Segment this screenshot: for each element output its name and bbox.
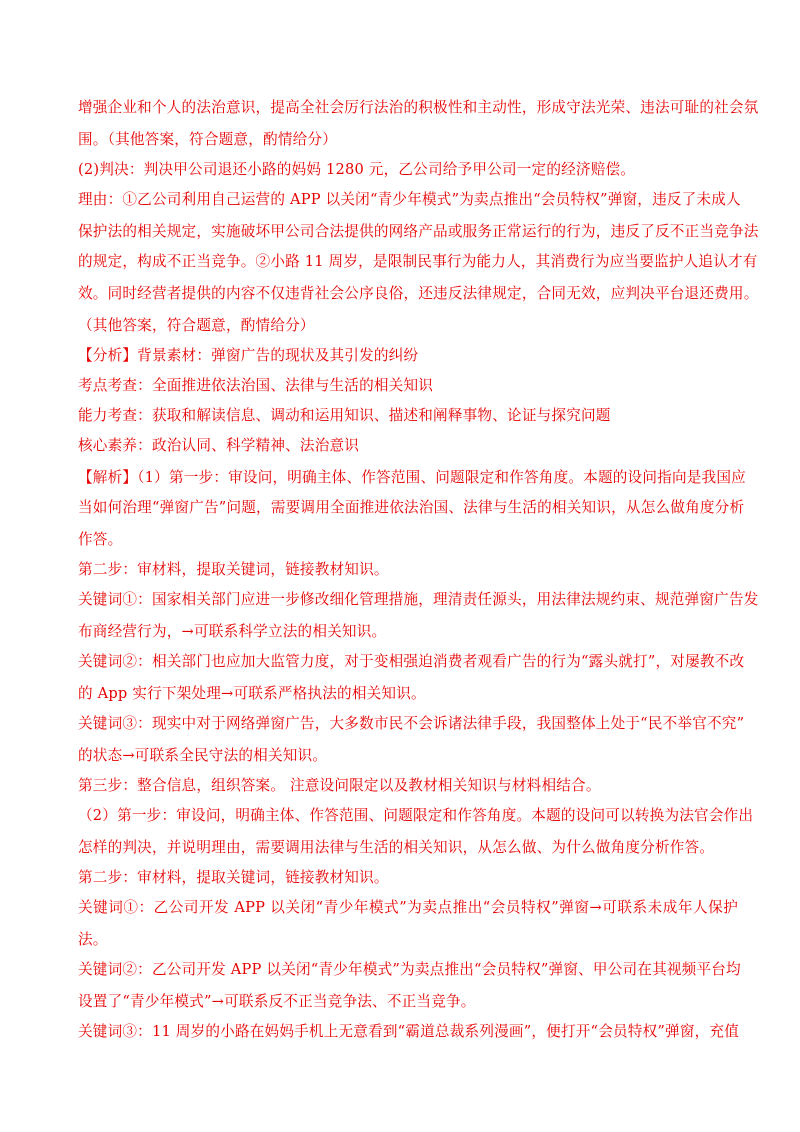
text-line: 第二步：审材料，提取关键词，链接教材知识。 <box>78 869 389 886</box>
text-line: 第二步：审材料，提取关键词，链接教材知识。 <box>78 561 389 578</box>
text-line: 关键词③：现实中对于网络弹窗广告，大多数市民不会诉诸法律手段，我国整体上处于“民不举官不究” <box>78 715 745 732</box>
text-line: (2)判决：判决甲公司退还小路的妈妈 1280 元，乙公司给予甲公司一定的经济赔偿。 <box>78 161 636 178</box>
text-line: 设置了“青少年模式”→可联系反不正当竞争法、不正当竞争。 <box>78 993 476 1010</box>
text-line: 第三步：整合信息，组织答案。 注意设问限定以及教材相关知识与材料相结合。 <box>78 777 601 794</box>
text-line: 【解析】（1）第一步：审设问，明确主体、作答范围、问题限定和作答角度。本题的设问指向是我国应 <box>78 469 746 486</box>
text-line: 法。 <box>78 931 108 948</box>
text-line: 关键词②：相关部门也应加大监管力度，对于变相强迫消费者观看广告的行为“露头就打”，对屡教不改 <box>78 653 745 670</box>
text-line: （2）第一步：审设问，明确主体、作答范围、问题限定和作答角度。本题的设问可以转换为法官会作出 <box>78 807 754 824</box>
text-line: 关键词③：11 周岁的小路在妈妈手机上无意看到“霸道总裁系列漫画”，便打开“会员特权”弹窗，充值 <box>78 1023 739 1040</box>
text-line: 理由：①乙公司利用自己运营的 APP 以关闭“青少年模式”为卖点推出“会员特权”弹窗，违反了未成人 <box>78 191 741 208</box>
text-line: 考点考查：全面推进依法治国、法律与生活的相关知识 <box>78 377 434 394</box>
text-line: 当如何治理“弹窗广告”问题，需要调用全面推进依法治国、法律与生活的相关知识，从怎么做角度分析 <box>78 499 745 516</box>
text-line: 能力考查：获取和解读信息、调动和运用知识、描述和阐释事物、论证与探究问题 <box>78 407 611 424</box>
text-line: 增强企业和个人的法治意识，提高全社会厉行法治的积极性和主动性，形成守法光荣、违法可耻的社会氛 <box>78 99 759 116</box>
text-line: 怎样的判决，并说明理由，需要调用法律与生活的相关知识，从怎么做、为什么做角度分析作答。 <box>78 839 715 856</box>
text-line: 的规定，构成不正当竞争。②小路 11 周岁，是限制民事行为能力人，其消费行为应当要监护人追认才有 <box>78 253 758 270</box>
text-line: 的状态→可联系全民守法的相关知识。 <box>78 747 328 764</box>
text-line: 关键词①：国家相关部门应进一步修改细化管理措施，理清责任源头，用法律法规约束、规范弹窗广告发 <box>78 591 759 608</box>
text-line: 围。（其他答案，符合题意，酌情给分） <box>78 131 337 148</box>
text-line: 【分析】背景素材：弹窗广告的现状及其引发的纠纷 <box>78 347 419 364</box>
text-line: （其他答案，符合题意，酌情给分） <box>78 317 315 334</box>
text-line: 效。同时经营者提供的内容不仅违背社会公序良俗，还违反法律规定，合同无效，应判决平台退还费用。 <box>78 285 759 302</box>
text-line: 作答。 <box>78 531 123 548</box>
text-line: 核心素养：政治认同、科学精神、法治意识 <box>78 437 360 454</box>
text-line: 布商经营行为，→可联系科学立法的相关知识。 <box>78 623 387 640</box>
text-line: 的 App 实行下架处理→可联系严格执法的相关知识。 <box>78 685 426 702</box>
text-line: 关键词②：乙公司开发 APP 以关闭“青少年模式”为卖点推出“会员特权”弹窗、甲公司在其视频平台均 <box>78 961 741 978</box>
text-line: 保护法的相关规定，实施破坏甲公司合法提供的网络产品或服务正常运行的行为，违反了反不正当竞争法 <box>78 223 759 240</box>
text-line: 关键词①：乙公司开发 APP 以关闭“青少年模式”为卖点推出“会员特权”弹窗→可联系未成年人保护 <box>78 899 738 916</box>
